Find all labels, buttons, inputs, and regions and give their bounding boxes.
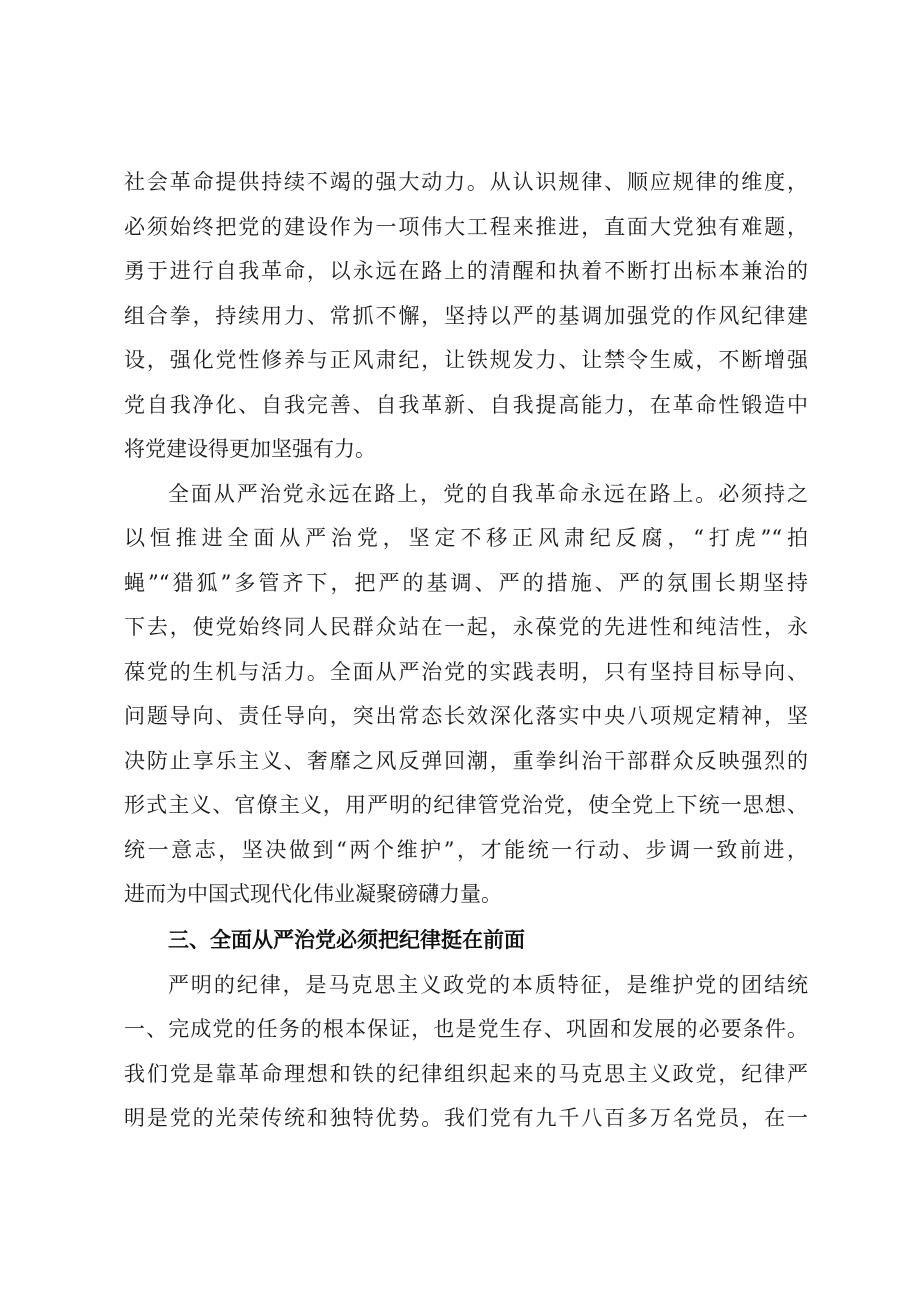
paragraph-1: [124, 160, 808, 472]
text-line: 勇于进行自我革命，以永远在路上的清醒和执着不断打出标本兼治的: [124, 259, 808, 283]
text-line: 明是党的光荣传统和独特优势。我们党有九千八百多万名党员，在一: [124, 1106, 808, 1130]
text-line: 下去，使党始终同人民群众站在一起，永葆党的先进性和纯洁性，永: [124, 615, 808, 639]
text-line: 党自我净化、自我完善、自我革新、自我提高能力，在革命性锻造中: [124, 392, 808, 417]
text-line: 必须始终把党的建设作为一项伟大工程来推进，直面大党独有难题，: [124, 214, 808, 239]
text-line: 蝇”“猎狐”多管齐下，把严的基调、严的措施、严的氛围长期坚持: [124, 570, 808, 595]
text-line: 设，强化党性修养与正风肃纪，让铁规发力、让禁令生威，不断增强: [124, 348, 808, 372]
text-line: 以恒推进全面从严治党，坚定不移正风肃纪反腐，“打虎”“拍: [124, 526, 808, 550]
text-line: 决防止享乐主义、奢靡之风反弹回潮，重拳纠治干部群众反映强烈的: [124, 748, 808, 773]
paragraph-2: [124, 472, 808, 917]
text-line: 社会革命提供持续不竭的强大动力。从认识规律、顺应规律的维度，: [124, 170, 808, 194]
paragraph-3: [124, 963, 808, 1141]
text-line: 组合拳，持续用力、常抓不懈，坚持以严的基调加强党的作风纪律建: [124, 303, 808, 328]
text-line: 葆党的生机与活力。全面从严治党的实践表明，只有坚持目标导向、: [124, 659, 808, 684]
text-line: 进而为中国式现代化伟业凝聚磅礴力量。: [124, 882, 502, 906]
text-line: 一、完成党的任务的根本保证，也是党生存、巩固和发展的必要条件。: [124, 1017, 808, 1041]
section-heading: 三、全面从严治党必须把纪律挺在前面: [168, 927, 525, 952]
text-line: 问题导向、责任导向，突出常态长效深化落实中央八项规定精神，坚: [124, 704, 808, 728]
text-line: 将党建设得更加坚强有力。: [124, 437, 376, 461]
text-line: 全面从严治党永远在路上，党的自我革命永远在路上。必须持之: [168, 481, 808, 506]
text-line: 形式主义、官僚主义，用严明的纪律管党治党，使全党上下统一思想、: [124, 793, 808, 817]
text-line: 统一意志，坚决做到“两个维护”，才能统一行动、步调一致前进，: [124, 837, 808, 862]
text-line: 严明的纪律，是马克思主义政党的本质特征，是维护党的团结统: [168, 972, 808, 997]
text-line: 我们党是靠革命理想和铁的纪律组织起来的马克思主义政党，纪律严: [124, 1061, 808, 1086]
document-page: [124, 160, 808, 1141]
